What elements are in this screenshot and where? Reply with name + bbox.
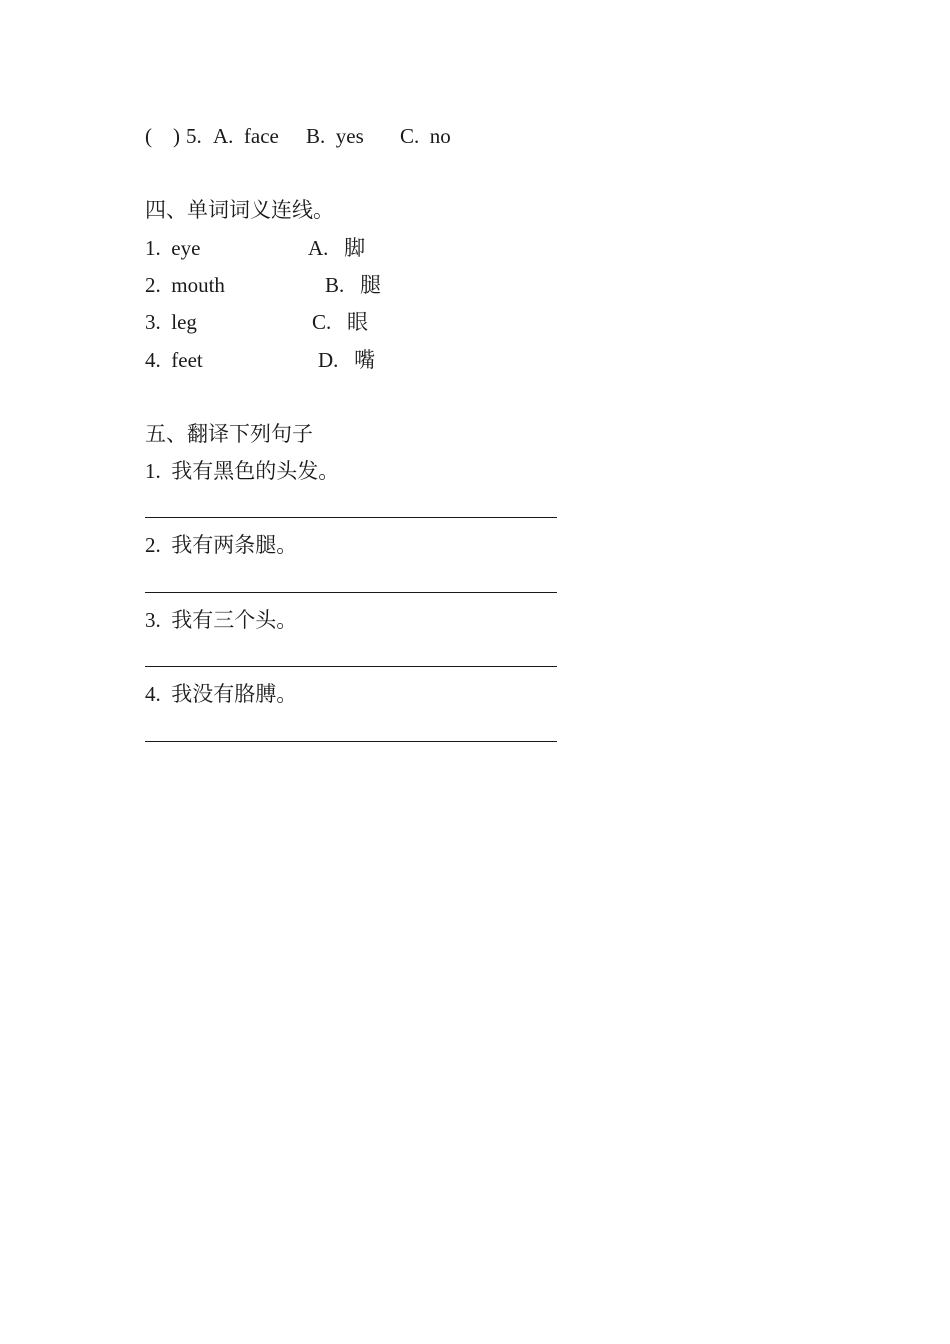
section-4-title: 四、单词词义连线。 xyxy=(145,198,334,222)
match-left-item: 4. feet xyxy=(145,348,203,372)
answer-line[interactable] xyxy=(145,741,557,742)
translation-prompt: 4. 我没有胳膊。 xyxy=(145,682,298,706)
question-number: 5. xyxy=(186,124,202,148)
match-right-item: A. 脚 xyxy=(308,236,366,260)
option-b: B. yes xyxy=(306,124,364,148)
match-right-item: D. 嘴 xyxy=(318,348,376,372)
option-a: A. face xyxy=(213,124,279,148)
answer-line[interactable] xyxy=(145,517,557,518)
match-left-item: 1. eye xyxy=(145,236,201,260)
translation-prompt: 1. 我有黑色的头发。 xyxy=(145,459,340,483)
translation-prompt: 3. 我有三个头。 xyxy=(145,608,298,632)
answer-line[interactable] xyxy=(145,666,557,667)
answer-paren: ( ) xyxy=(145,124,180,148)
section-5-title: 五、翻译下列句子 xyxy=(145,422,313,446)
option-c: C. no xyxy=(400,124,451,148)
match-left-item: 2. mouth xyxy=(145,273,225,297)
answer-line[interactable] xyxy=(145,592,557,593)
match-right-item: C. 眼 xyxy=(312,310,369,334)
translation-prompt: 2. 我有两条腿。 xyxy=(145,533,298,557)
match-left-item: 3. leg xyxy=(145,310,197,334)
match-right-item: B. 腿 xyxy=(325,273,382,297)
